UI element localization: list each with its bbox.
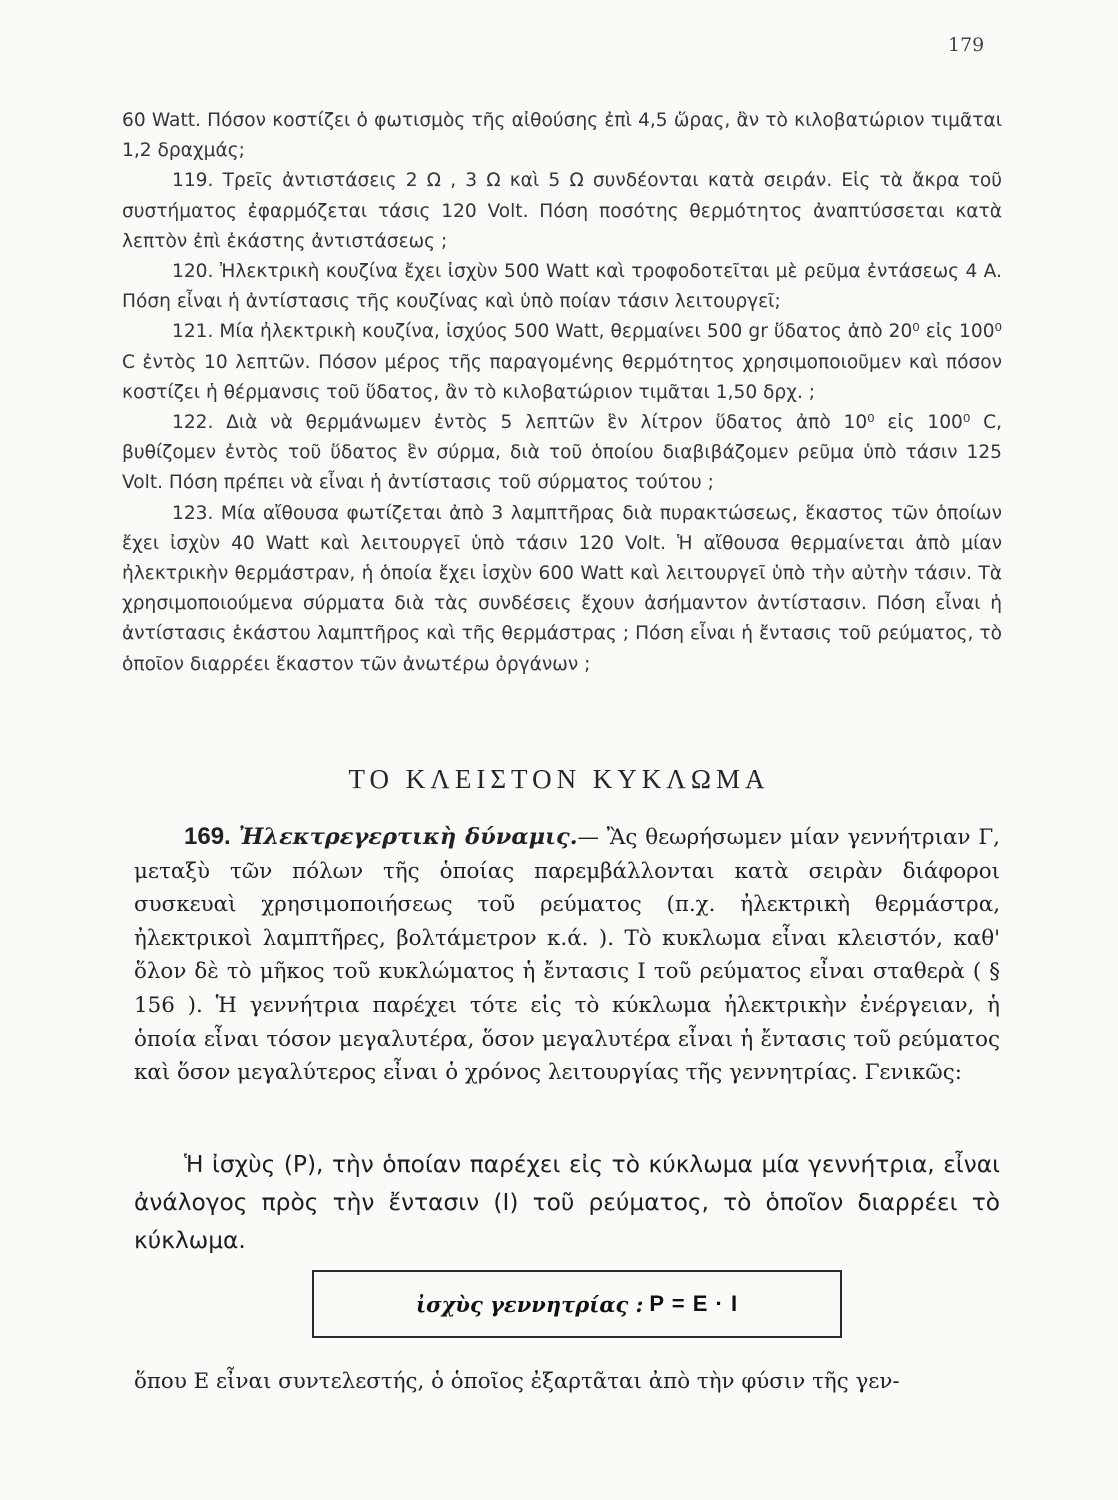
continuation-line: ὅπου E εἶναι συντελεστής, ὁ ὁποῖος ἐξαρτᾶται ἀπὸ τὴν φύσιν τῆς γεν- bbox=[134, 1369, 900, 1394]
page-number: 179 bbox=[948, 34, 985, 56]
problem-121: 121. Μία ἠλεκτρικὴ κουζίνα, ἰσχύος 500 Watt, θερμαίνει 500 gr ὕδατος ἀπὸ 20⁰ εἰς 100⁰ C ἐντὸς 10 λεπτῶν. Πόσον μέρος τῆς παραγομένης θερμότητος χρησιμοποιοῦμεν καὶ πόσον κοστίζει ἡ θέρμανσις τοῦ ὕδατος, ἂν τὸ κιλοβατώριον τιμᾶται 1,50 δρχ. ; bbox=[122, 321, 1002, 403]
section-heading: ΤΟ ΚΛΕΙΣΤΟΝ ΚΥΚΛΩΜΑ bbox=[348, 764, 770, 794]
section-title: Ἠλεκτρεγερτικὴ δύναμις. bbox=[238, 824, 578, 850]
problems-list bbox=[122, 106, 1002, 680]
section-paragraph: — Ἂς θεωρήσωμεν μίαν γεννήτριαν Γ, μεταξὺ τῶν πόλων τῆς ὁποίας παρεμβάλλονται κατὰ σειρὰν διάφοροι συσκευαὶ χρησιμοποιήσεως τοῦ ρεύματος (π.χ. ἠλεκτρικὴ θερμάστρα, ἠλεκτρικοὶ λαμπτῆρες, βολτάμετρον κ.ά. ). Τὸ κυκλωμα εἶναι κλειστόν, καθ' ὅλον δὲ τὸ μῆκος τοῦ κυκλώματος ἡ ἔντασις I τοῦ ρεύματος εἶναι σταθερὰ ( § 156 ). Ἡ γεννήτρια παρέχει τότε εἰς τὸ κύκλωμα ἠλεκτρικὴν ἐνέργειαν, ἡ ὁποία εἶναι τόσον μεγαλυτέρα, ὅσον μεγαλυτέρα εἶναι ἡ ἔντασις τοῦ ρεύματος καὶ ὅσον μεγαλύτερος εἶναι ὁ χρόνος λειτουργίας τῆς γεννητρίας. Γενικῶς: bbox=[134, 825, 1000, 1086]
law-statement: Ἡ ἰσχὺς (P), τὴν ὁποίαν παρέχει εἰς τὸ κύκλωμα μία γεννήτρια, εἶναι ἀνάλογος πρὸς τὴν ἔντασιν (I) τοῦ ρεύματος, τὸ ὁποῖον διαρρέει τὸ κύκλωμα. bbox=[134, 1151, 1000, 1254]
problem-120: 120. Ἠλεκτρικὴ κουζίνα ἔχει ἰσχὺν 500 Watt καὶ τροφοδοτεῖται μὲ ρεῦμα ἐντάσεως 4 A. Πόση εἶναι ἡ ἀντίστασις τῆς κουζίνας καὶ ὑπὸ ποίαν τάσιν λειτουργεῖ; bbox=[122, 261, 1002, 313]
problem-123: 123. Μία αἴθουσα φωτίζεται ἀπὸ 3 λαμπτῆρας διὰ πυρακτώσεως, ἕκαστος τῶν ὁποίων ἔχει ἰσχὺν 40 Watt καὶ λειτουργεῖ ὑπὸ τάσιν 120 Volt. Ἡ αἴθουσα θερμαίνεται ἀπὸ μίαν ἠλεκτρικὴν θερμάστραν, ἡ ὁποία ἔχει ἰσχὺν 600 Watt καὶ λειτουργεῖ ὑπὸ τὴν αὐτὴν τάσιν. Τὰ χρησιμοποιούμενα σύρματα διὰ τὰς συνδέσεις ἔχουν ἀσήμαντον ἀντίστασιν. Πόση εἶναι ἡ ἀντίστασις ἑκάστου λαμπτῆρος καὶ τῆς θερμάστρας ; Πόση εἶναι ἡ ἔντασις τοῦ ρεύματος, τὸ ὁποῖον διαρρέει ἕκαστον τῶν ἀνωτέρω ὀργάνων ; bbox=[122, 502, 1002, 675]
formula-box bbox=[312, 1270, 842, 1338]
problem-119: 119. Τρεῖς ἀντιστάσεις 2 Ω , 3 Ω καὶ 5 Ω συνδέονται κατὰ σειράν. Εἰς τὰ ἄκρα τοῦ συστήματος ἐφαρμόζεται τάσις 120 Volt. Πόση ποσότης θερμότητος ἀναπτύσσεται κατὰ λεπτὸν ἐπὶ ἑκάστης ἀντιστάσεως ; bbox=[122, 170, 1002, 252]
paragraph-169 bbox=[134, 820, 1000, 1090]
problem-122: 122. Διὰ νὰ θερμάνωμεν ἐντὸς 5 λεπτῶν ἓν λίτρον ὕδατος ἀπὸ 10⁰ εἰς 100⁰ C, βυθίζομεν ἐντὸς τοῦ ὕδατος ἓν σύρμα, διὰ τοῦ ὁποίου διαβιβάζομεν ρεῦμα ὑπὸ τάσιν 125 Volt. Πόση πρέπει νὰ εἶναι ἡ ἀντίστασις τοῦ σύρματος τούτου ; bbox=[122, 412, 1002, 494]
section-body bbox=[134, 820, 1000, 1090]
formula-label: ἰσχὺς γεννητρίας : bbox=[415, 1291, 644, 1317]
formula: P = E · I bbox=[649, 1291, 739, 1316]
section-number: 169. bbox=[184, 823, 231, 850]
problem-continuation: 60 Watt. Πόσον κοστίζει ὁ φωτισμὸς τῆς αἰθούσης ἐπὶ 4,5 ὥρας, ἂν τὸ κιλοβατώριον τιμᾶται 1,2 δραχμάς; bbox=[122, 110, 1002, 162]
